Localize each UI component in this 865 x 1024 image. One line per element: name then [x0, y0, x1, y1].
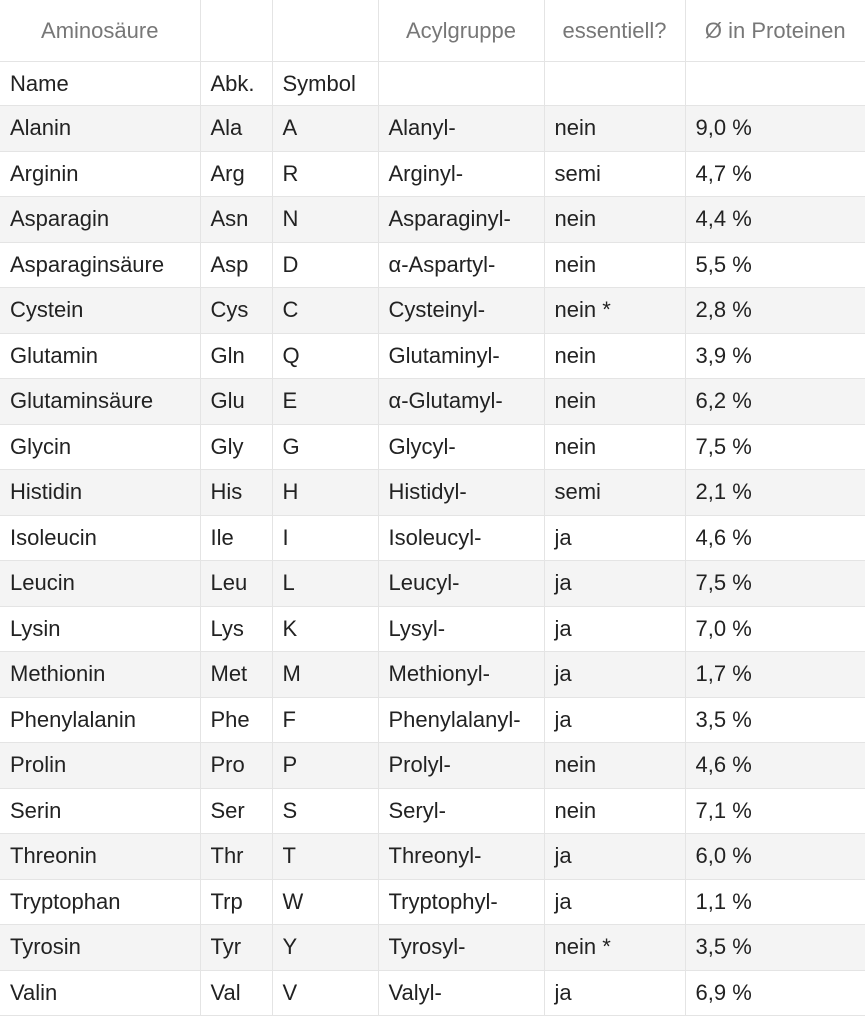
cell-acyl: Isoleucyl- [378, 515, 544, 561]
cell-name: Histidin [0, 470, 200, 516]
cell-name: Isoleucin [0, 515, 200, 561]
cell-name: Glutaminsäure [0, 379, 200, 425]
cell-name: Serin [0, 788, 200, 834]
cell-symbol: D [272, 242, 378, 288]
cell-acyl: Seryl- [378, 788, 544, 834]
cell-symbol: Q [272, 333, 378, 379]
cell-essential: ja [544, 879, 685, 925]
cell-symbol: T [272, 834, 378, 880]
cell-essential: ja [544, 970, 685, 1016]
cell-symbol: I [272, 515, 378, 561]
cell-percent: 3,5 % [685, 925, 865, 971]
header-empty-symbol [272, 0, 378, 62]
cell-acyl: Lysyl- [378, 606, 544, 652]
cell-name: Phenylalanin [0, 697, 200, 743]
cell-acyl: Valyl- [378, 970, 544, 1016]
cell-essential: nein [544, 197, 685, 243]
table-row [0, 652, 865, 698]
cell-abbr: Met [200, 652, 272, 698]
cell-symbol: G [272, 424, 378, 470]
cell-percent: 1,7 % [685, 652, 865, 698]
cell-name: Prolin [0, 743, 200, 789]
cell-symbol: V [272, 970, 378, 1016]
cell-acyl: Phenylalanyl- [378, 697, 544, 743]
cell-abbr: His [200, 470, 272, 516]
table-row [0, 288, 865, 334]
cell-name: Lysin [0, 606, 200, 652]
cell-percent: 7,5 % [685, 561, 865, 607]
cell-name: Tryptophan [0, 879, 200, 925]
table-row [0, 970, 865, 1016]
cell-essential: ja [544, 697, 685, 743]
cell-percent: 5,5 % [685, 242, 865, 288]
table-row [0, 197, 865, 243]
cell-acyl: Histidyl- [378, 470, 544, 516]
cell-abbr: Lys [200, 606, 272, 652]
cell-name: Tyrosin [0, 925, 200, 971]
cell-abbr: Ile [200, 515, 272, 561]
cell-symbol: Y [272, 925, 378, 971]
cell-percent: 2,1 % [685, 470, 865, 516]
cell-name: Asparaginsäure [0, 242, 200, 288]
table-row [0, 606, 865, 652]
cell-essential: ja [544, 834, 685, 880]
cell-name: Threonin [0, 834, 200, 880]
cell-acyl: Methionyl- [378, 652, 544, 698]
cell-name: Glycin [0, 424, 200, 470]
table-row [0, 242, 865, 288]
cell-percent: 6,2 % [685, 379, 865, 425]
table-row [0, 151, 865, 197]
header-aminosaeure: Aminosäure [0, 0, 200, 62]
cell-percent: 3,9 % [685, 333, 865, 379]
header-name: Name [0, 62, 200, 106]
cell-symbol: F [272, 697, 378, 743]
header-empty-acyl [378, 62, 544, 106]
header-avg-proteins: Ø in Proteinen [685, 0, 865, 62]
cell-abbr: Tyr [200, 925, 272, 971]
cell-essential: nein [544, 379, 685, 425]
cell-symbol: W [272, 879, 378, 925]
cell-essential: semi [544, 151, 685, 197]
cell-name: Arginin [0, 151, 200, 197]
cell-symbol: K [272, 606, 378, 652]
cell-acyl: Asparaginyl- [378, 197, 544, 243]
cell-essential: semi [544, 470, 685, 516]
cell-percent: 2,8 % [685, 288, 865, 334]
cell-symbol: C [272, 288, 378, 334]
cell-acyl: Cysteinyl- [378, 288, 544, 334]
table-row [0, 879, 865, 925]
cell-abbr: Thr [200, 834, 272, 880]
cell-essential: nein [544, 242, 685, 288]
cell-percent: 7,0 % [685, 606, 865, 652]
cell-symbol: S [272, 788, 378, 834]
cell-abbr: Gln [200, 333, 272, 379]
cell-symbol: E [272, 379, 378, 425]
cell-abbr: Pro [200, 743, 272, 789]
cell-abbr: Arg [200, 151, 272, 197]
cell-acyl: Glutaminyl- [378, 333, 544, 379]
cell-abbr: Phe [200, 697, 272, 743]
cell-acyl: Tyrosyl- [378, 925, 544, 971]
cell-percent: 7,1 % [685, 788, 865, 834]
table-row [0, 106, 865, 152]
cell-acyl: Threonyl- [378, 834, 544, 880]
cell-essential: nein * [544, 925, 685, 971]
cell-abbr: Glu [200, 379, 272, 425]
header-empty-percent [685, 62, 865, 106]
header-essentiell: essentiell? [544, 0, 685, 62]
cell-symbol: R [272, 151, 378, 197]
header-row-columns [0, 62, 865, 106]
cell-essential: nein [544, 424, 685, 470]
table-row [0, 515, 865, 561]
table-row [0, 743, 865, 789]
table-row [0, 333, 865, 379]
header-abbr: Abk. [200, 62, 272, 106]
cell-abbr: Ala [200, 106, 272, 152]
cell-percent: 9,0 % [685, 106, 865, 152]
cell-acyl: Prolyl- [378, 743, 544, 789]
cell-essential: nein [544, 743, 685, 789]
cell-essential: ja [544, 652, 685, 698]
cell-symbol: M [272, 652, 378, 698]
cell-abbr: Ser [200, 788, 272, 834]
header-row-groups [0, 0, 865, 62]
cell-abbr: Asp [200, 242, 272, 288]
table-row [0, 925, 865, 971]
cell-name: Glutamin [0, 333, 200, 379]
cell-percent: 1,1 % [685, 879, 865, 925]
cell-essential: nein * [544, 288, 685, 334]
cell-name: Valin [0, 970, 200, 1016]
cell-name: Methionin [0, 652, 200, 698]
cell-percent: 6,0 % [685, 834, 865, 880]
cell-abbr: Trp [200, 879, 272, 925]
cell-percent: 4,6 % [685, 515, 865, 561]
cell-symbol: A [272, 106, 378, 152]
cell-acyl: Arginyl- [378, 151, 544, 197]
cell-essential: nein [544, 106, 685, 152]
cell-abbr: Asn [200, 197, 272, 243]
cell-name: Alanin [0, 106, 200, 152]
cell-symbol: P [272, 743, 378, 789]
table-row [0, 379, 865, 425]
cell-name: Leucin [0, 561, 200, 607]
cell-percent: 6,9 % [685, 970, 865, 1016]
table-row [0, 424, 865, 470]
cell-name: Cystein [0, 288, 200, 334]
header-empty-essential [544, 62, 685, 106]
table-row [0, 834, 865, 880]
cell-percent: 4,6 % [685, 743, 865, 789]
cell-percent: 7,5 % [685, 424, 865, 470]
cell-essential: ja [544, 561, 685, 607]
header-empty-abbr [200, 0, 272, 62]
cell-acyl: Glycyl- [378, 424, 544, 470]
cell-acyl: Leucyl- [378, 561, 544, 607]
cell-essential: nein [544, 788, 685, 834]
header-acylgruppe: Acylgruppe [378, 0, 544, 62]
header-symbol: Symbol [272, 62, 378, 106]
cell-abbr: Gly [200, 424, 272, 470]
cell-percent: 4,4 % [685, 197, 865, 243]
cell-acyl: α-Glutamyl- [378, 379, 544, 425]
cell-symbol: N [272, 197, 378, 243]
cell-abbr: Leu [200, 561, 272, 607]
cell-name: Asparagin [0, 197, 200, 243]
cell-symbol: L [272, 561, 378, 607]
table-row [0, 788, 865, 834]
cell-essential: ja [544, 515, 685, 561]
table-row [0, 470, 865, 516]
cell-percent: 3,5 % [685, 697, 865, 743]
cell-acyl: α-Aspartyl- [378, 242, 544, 288]
table-row [0, 697, 865, 743]
cell-abbr: Val [200, 970, 272, 1016]
cell-acyl: Alanyl- [378, 106, 544, 152]
cell-essential: ja [544, 606, 685, 652]
cell-acyl: Tryptophyl- [378, 879, 544, 925]
cell-symbol: H [272, 470, 378, 516]
cell-abbr: Cys [200, 288, 272, 334]
cell-essential: nein [544, 333, 685, 379]
table-row [0, 561, 865, 607]
cell-percent: 4,7 % [685, 151, 865, 197]
